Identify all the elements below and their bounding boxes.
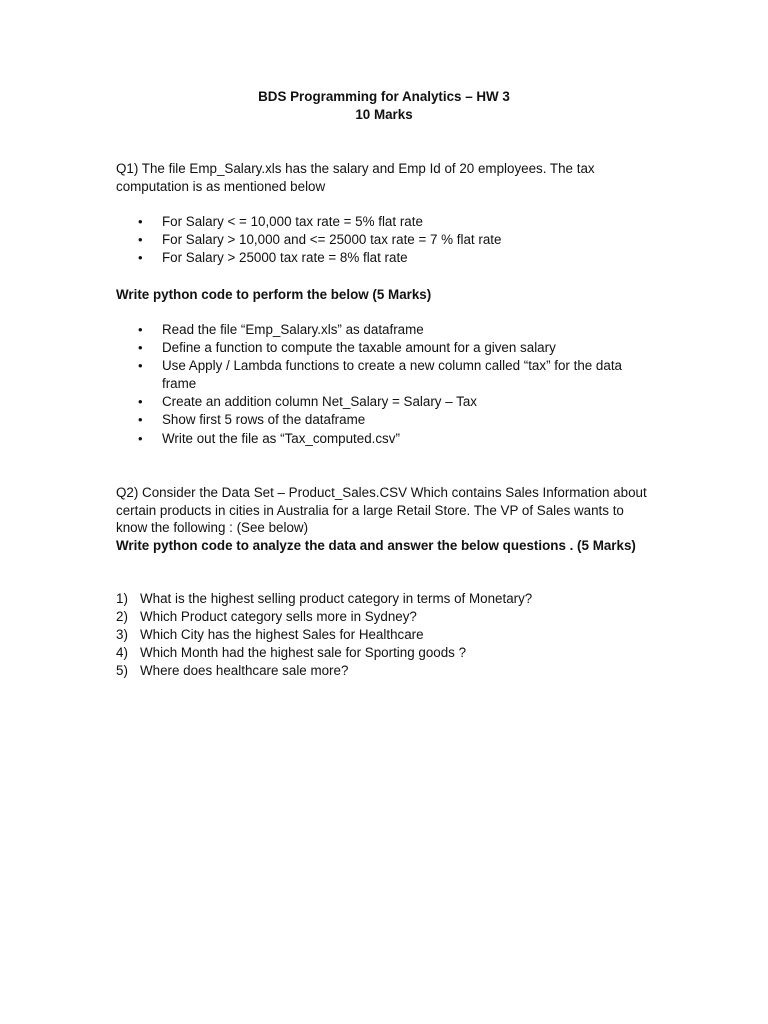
q2-intro-line-3: know the following : (See below) [116,520,309,535]
question-number: 3) [116,627,128,642]
tax-rule-item: For Salary > 10,000 and <= 25000 tax rate = 7 % flat rate [162,232,502,247]
tax-rule-item: For Salary > 25000 tax rate = 8% flat rate [162,250,408,265]
q2-intro-line-1: Q2) Consider the Data Set – Product_Sales.CSV Which contains Sales Information about [116,485,647,500]
bullet-icon: • [138,322,143,337]
task-item: Use Apply / Lambda functions to create a new column called “tax” for the data [162,358,622,373]
q1-intro-line-2: computation is as mentioned below [116,179,326,194]
bullet-icon: • [138,232,143,247]
bullet-icon: • [138,394,143,409]
bullet-icon: • [138,431,143,446]
bullet-icon: • [138,214,143,229]
q1-intro-line-1: Q1) The file Emp_Salary.xls has the salary and Emp Id of 20 employees. The tax [116,161,595,176]
question-number: 1) [116,591,128,606]
q1-task-heading: Write python code to perform the below (5 Marks) [116,287,432,302]
q2-task-heading: Write python code to analyze the data and answer the below questions . (5 Marks) [116,538,636,553]
task-item: Show first 5 rows of the dataframe [162,412,366,427]
question-number: 4) [116,645,128,660]
question-number: 2) [116,609,128,624]
bullet-icon: • [138,340,143,355]
tax-rule-item: For Salary < = 10,000 tax rate = 5% flat rate [162,214,423,229]
task-item-continuation: frame [162,376,197,391]
total-marks: 10 Marks [355,107,413,122]
document-title: BDS Programming for Analytics – HW 3 [258,89,510,104]
question-item: Where does healthcare sale more? [140,663,349,678]
task-item: Create an addition column Net_Salary = Salary – Tax [162,394,477,409]
bullet-icon: • [138,412,143,427]
task-item: Write out the file as “Tax_computed.csv” [162,431,400,446]
question-item: What is the highest selling product category in terms of Monetary? [140,591,533,606]
question-number: 5) [116,663,128,678]
question-item: Which Month had the highest sale for Sporting goods ? [140,645,467,660]
bullet-icon: • [138,358,143,373]
question-item: Which City has the highest Sales for Healthcare [140,627,424,642]
q2-intro-line-2: certain products in cities in Australia for a large Retail Store. The VP of Sales wants to [116,503,624,518]
task-item: Define a function to compute the taxable amount for a given salary [162,340,556,355]
task-item: Read the file “Emp_Salary.xls” as dataframe [162,322,424,337]
question-item: Which Product category sells more in Sydney? [140,609,417,624]
bullet-icon: • [138,250,143,265]
